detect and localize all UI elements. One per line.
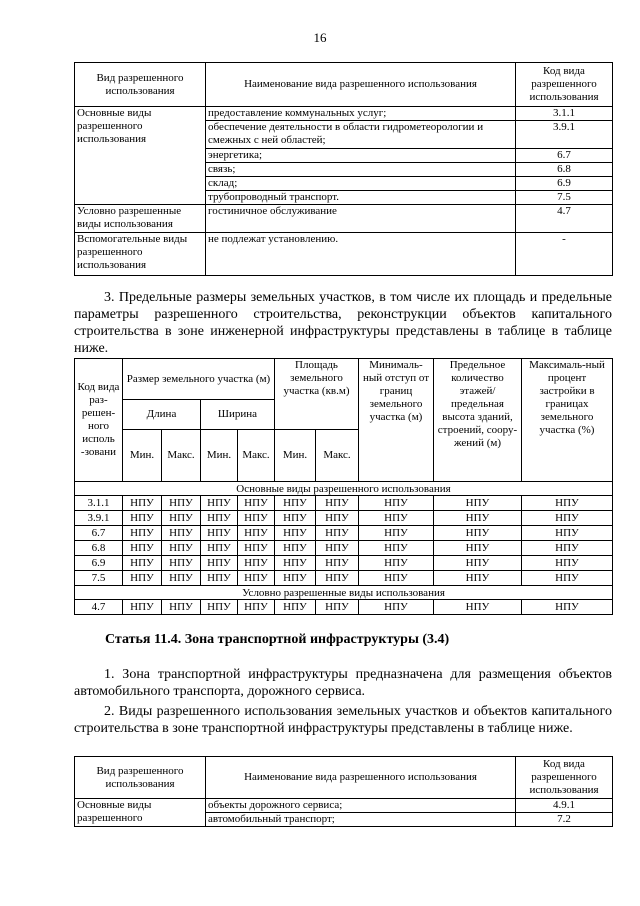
t2-header-percent: Максималь-ный процент застройки в границах земельного участка (%) <box>522 359 613 482</box>
row-value-cell: НПУ <box>275 571 316 586</box>
row-value-cell: НПУ <box>275 556 316 571</box>
row-code-cell: 4.7 <box>75 600 123 615</box>
t3-row-code: 7.2 <box>516 813 613 827</box>
row-value-cell: НПУ <box>201 571 238 586</box>
t2-header-area: Площадь земельного участка (кв.м) <box>275 359 359 430</box>
t2-header-floors: Предельное количество этажей/ предельная высота зданий, строений, соору-жений (м) <box>434 359 522 482</box>
row-code-cell: 7.5 <box>75 571 123 586</box>
t1-row-code: 7.5 <box>516 191 613 205</box>
row-value-cell: НПУ <box>316 511 359 526</box>
t2-conditional-rows <box>75 600 613 615</box>
t3-row-name: объекты дорожного сервиса; <box>206 799 516 813</box>
row-value-cell: НПУ <box>238 571 275 586</box>
t1-row-name: предоставление коммунальных услуг; <box>206 107 516 121</box>
t2-header-width-max: Макс. <box>238 430 275 482</box>
row-code-cell: 3.9.1 <box>75 511 123 526</box>
row-value-cell: НПУ <box>316 600 359 615</box>
t2-header-area-max: Макс. <box>316 430 359 482</box>
row-value-cell: НПУ <box>434 556 522 571</box>
row-value-cell: НПУ <box>201 556 238 571</box>
t2-header-width: Ширина <box>201 400 275 430</box>
row-value-cell: НПУ <box>359 496 434 511</box>
t2-section-main: Основные виды разрешенного использования <box>75 482 613 496</box>
row-value-cell: НПУ <box>359 556 434 571</box>
t2-header-length-max: Макс. <box>162 430 201 482</box>
row-value-cell: НПУ <box>162 511 201 526</box>
row-value-cell: НПУ <box>522 571 613 586</box>
row-value-cell: НПУ <box>123 526 162 541</box>
t2-header-length-min: Мин. <box>123 430 162 482</box>
row-value-cell: НПУ <box>275 511 316 526</box>
limits-table-engineering <box>74 358 613 615</box>
t1-row-name: энергетика; <box>206 149 516 163</box>
row-value-cell: НПУ <box>201 496 238 511</box>
t3-row-name: автомобильный транспорт; <box>206 813 516 827</box>
row-value-cell: НПУ <box>162 496 201 511</box>
row-value-cell: НПУ <box>359 600 434 615</box>
t1-row-code: 6.8 <box>516 163 613 177</box>
row-value-cell: НПУ <box>201 526 238 541</box>
row-value-cell: НПУ <box>434 541 522 556</box>
table-row <box>75 526 613 541</box>
t3-row-code: 4.9.1 <box>516 799 613 813</box>
t1-row-name: трубопроводный транспорт. <box>206 191 516 205</box>
row-value-cell: НПУ <box>522 600 613 615</box>
t1-header-code: Код вида разрешенного использования <box>516 63 613 107</box>
t1-row-code: - <box>516 233 613 276</box>
row-value-cell: НПУ <box>522 541 613 556</box>
row-value-cell: НПУ <box>238 541 275 556</box>
row-value-cell: НПУ <box>316 496 359 511</box>
t2-header-size: Размер земельного участка (м) <box>123 359 275 400</box>
row-value-cell: НПУ <box>123 556 162 571</box>
row-value-cell: НПУ <box>275 600 316 615</box>
table-row <box>75 600 613 615</box>
row-value-cell: НПУ <box>522 496 613 511</box>
t1-header-kind: Вид разрешенного использования <box>75 63 206 107</box>
table-row <box>75 541 613 556</box>
row-code-cell: 3.1.1 <box>75 496 123 511</box>
article-heading: Статья 11.4. Зона транспортной инфраструктуры (3.4) <box>105 632 450 647</box>
row-value-cell: НПУ <box>434 600 522 615</box>
row-value-cell: НПУ <box>434 571 522 586</box>
row-value-cell: НПУ <box>522 556 613 571</box>
t2-section-conditional: Условно разрешенные виды использования <box>75 586 613 600</box>
row-value-cell: НПУ <box>434 496 522 511</box>
row-value-cell: НПУ <box>123 541 162 556</box>
table-row <box>75 511 613 526</box>
row-code-cell: 6.8 <box>75 541 123 556</box>
row-value-cell: НПУ <box>359 511 434 526</box>
row-value-cell: НПУ <box>123 511 162 526</box>
table-row <box>75 571 613 586</box>
row-code-cell: 6.9 <box>75 556 123 571</box>
paragraph-1: 1. Зона транспортной инфраструктуры предназначена для размещения объектов автомобильного транспорта, дорожного сервиса. <box>74 667 612 699</box>
row-value-cell: НПУ <box>201 600 238 615</box>
row-value-cell: НПУ <box>123 496 162 511</box>
row-value-cell: НПУ <box>123 571 162 586</box>
table-row <box>75 556 613 571</box>
t1-group-auxiliary: Вспомогательные виды разрешенного использования <box>75 233 206 276</box>
row-value-cell: НПУ <box>316 556 359 571</box>
row-value-cell: НПУ <box>359 526 434 541</box>
row-value-cell: НПУ <box>359 541 434 556</box>
t3-group-main: Основные виды разрешенного <box>75 799 206 827</box>
row-value-cell: НПУ <box>201 541 238 556</box>
t2-header-width-min: Мин. <box>201 430 238 482</box>
row-value-cell: НПУ <box>316 571 359 586</box>
permitted-use-table-transport <box>74 756 613 827</box>
row-code-cell: 6.7 <box>75 526 123 541</box>
t1-group-main: Основные виды разрешенного использования <box>75 107 206 205</box>
row-value-cell: НПУ <box>162 556 201 571</box>
table-row <box>75 496 613 511</box>
permitted-use-table-engineering <box>74 62 613 276</box>
row-value-cell: НПУ <box>238 511 275 526</box>
paragraph-3: 3. Предельные размеры земельных участков, в том числе их площадь и предельные параметры разрешенного строительства, реконструкции объектов капитального строительства в зоне инженерной инфраструктуры представлены в таблице в таблице ниже. <box>74 290 612 356</box>
t1-row-name: гостиничное обслуживание <box>206 205 516 233</box>
row-value-cell: НПУ <box>316 526 359 541</box>
t1-row-code: 6.9 <box>516 177 613 191</box>
t2-header-area-min: Мин. <box>275 430 316 482</box>
row-value-cell: НПУ <box>162 541 201 556</box>
t2-main-rows <box>75 496 613 586</box>
row-value-cell: НПУ <box>522 526 613 541</box>
row-value-cell: НПУ <box>238 526 275 541</box>
row-value-cell: НПУ <box>275 496 316 511</box>
row-value-cell: НПУ <box>238 496 275 511</box>
paragraph-2: 2. Виды разрешенного использования земельных участков и объектов капитального строительства в зоне транспортной инфраструктуры представлены в таблице ниже. <box>74 704 612 736</box>
row-value-cell: НПУ <box>238 556 275 571</box>
t1-row-code: 3.1.1 <box>516 107 613 121</box>
row-value-cell: НПУ <box>316 541 359 556</box>
t1-row-name: не подлежат установлению. <box>206 233 516 276</box>
t3-header-name: Наименование вида разрешенного использования <box>206 757 516 799</box>
t3-header-code: Код вида разрешенного использования <box>516 757 613 799</box>
t2-header-setback: Минималь-ный отступ от границ земельного участка (м) <box>359 359 434 482</box>
t1-header-name: Наименование вида разрешенного использования <box>206 63 516 107</box>
row-value-cell: НПУ <box>162 600 201 615</box>
row-value-cell: НПУ <box>275 526 316 541</box>
t3-header-kind: Вид разрешенного использования <box>75 757 206 799</box>
row-value-cell: НПУ <box>359 571 434 586</box>
row-value-cell: НПУ <box>123 600 162 615</box>
row-value-cell: НПУ <box>162 526 201 541</box>
row-value-cell: НПУ <box>434 511 522 526</box>
row-value-cell: НПУ <box>238 600 275 615</box>
t1-row-code: 6.7 <box>516 149 613 163</box>
t2-header-code: Код вида раз-решен-ного исполь -зовани <box>75 359 123 482</box>
t1-group-conditional: Условно разрешенные виды использования <box>75 205 206 233</box>
row-value-cell: НПУ <box>162 571 201 586</box>
row-value-cell: НПУ <box>275 541 316 556</box>
row-value-cell: НПУ <box>201 511 238 526</box>
t1-row-code: 4.7 <box>516 205 613 233</box>
t1-row-name: обеспечение деятельности в области гидрометеорологии и смежных с ней областей; <box>206 121 516 149</box>
t1-row-name: связь; <box>206 163 516 177</box>
row-value-cell: НПУ <box>522 511 613 526</box>
page-number: 16 <box>313 30 327 45</box>
row-value-cell: НПУ <box>434 526 522 541</box>
t1-row-code: 3.9.1 <box>516 121 613 149</box>
t1-row-name: склад; <box>206 177 516 191</box>
t2-header-length: Длина <box>123 400 201 430</box>
